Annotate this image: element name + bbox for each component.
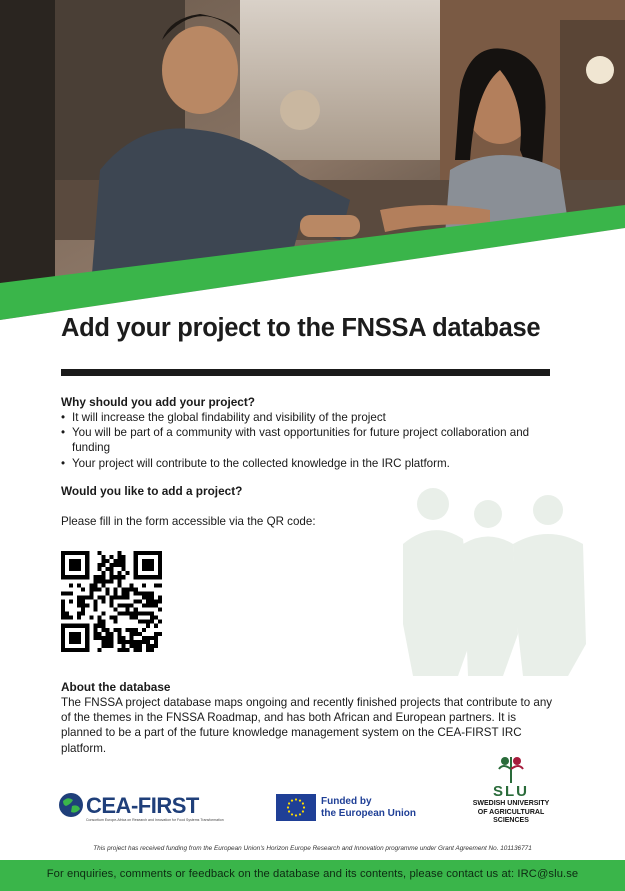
add-instruction: Please fill in the form accessible via the QR code: — [61, 515, 316, 528]
slu-logo — [465, 753, 557, 826]
contact-footer — [0, 860, 625, 891]
about-section — [61, 680, 556, 756]
eu-flag-icon — [276, 794, 316, 821]
page-title: Add your project to the FNSSA database — [61, 314, 541, 342]
hero-photo — [0, 0, 625, 320]
why-bullet-1: • It will increase the global findability and visibility of the project — [61, 410, 561, 425]
why-bullet-2: • You will be part of a community with vast opportunities for future project collaboration and funding — [61, 425, 546, 455]
qr-code[interactable] — [61, 551, 162, 652]
why-section — [61, 395, 561, 471]
slu-name — [465, 800, 557, 826]
people-silhouette-graphic — [398, 484, 588, 676]
globe-icon — [58, 792, 84, 818]
partner-logos — [0, 750, 625, 845]
about-heading: About the database — [61, 680, 171, 694]
slu-emblem-icon — [491, 753, 531, 783]
green-diagonal-band — [0, 0, 625, 320]
eu-funding-text — [321, 796, 416, 820]
slu-name-line-1: SWEDISH UNIVERSITY — [472, 800, 550, 807]
why-heading: Why should you add your project? — [61, 395, 255, 409]
eu-line-2: the European Union — [321, 808, 416, 819]
cea-first-tagline: Consortium Europe-Africa on Research and Innovation for Food Systems Transformation — [86, 818, 224, 822]
title-divider — [61, 369, 550, 376]
why-bullet-3: • Your project will contribute to the collected knowledge in the IRC platform. — [61, 456, 561, 471]
eu-line-1: Funded by — [321, 796, 372, 807]
add-heading: Would you like to add a project? — [61, 484, 243, 498]
slu-wordmark: SLU — [493, 783, 529, 800]
contact-text[interactable]: For enquiries, comments or feedback on the database and its contents, please contact us at: IRC@slu.se — [46, 868, 579, 880]
grant-note: This project has received funding from the European Union's Horizon Europe Research and Innovation programme under Grant Agreement No. 101136771 — [93, 845, 532, 852]
cea-first-wordmark: CEA-FIRST — [86, 793, 199, 818]
slu-name-line-2: OF AGRICULTURAL — [477, 808, 545, 816]
about-body: The FNSSA project database maps ongoing and recently finished projects that contribute to any of the themes in the FNSSA Roadmap, and has both African and European partners. It is planned to be a part of the future knowledge management system on the CEA-FIRST IRC platform. — [61, 696, 553, 755]
slu-name-line-3: SCIENCES — [493, 817, 529, 825]
why-bullets — [61, 410, 561, 471]
